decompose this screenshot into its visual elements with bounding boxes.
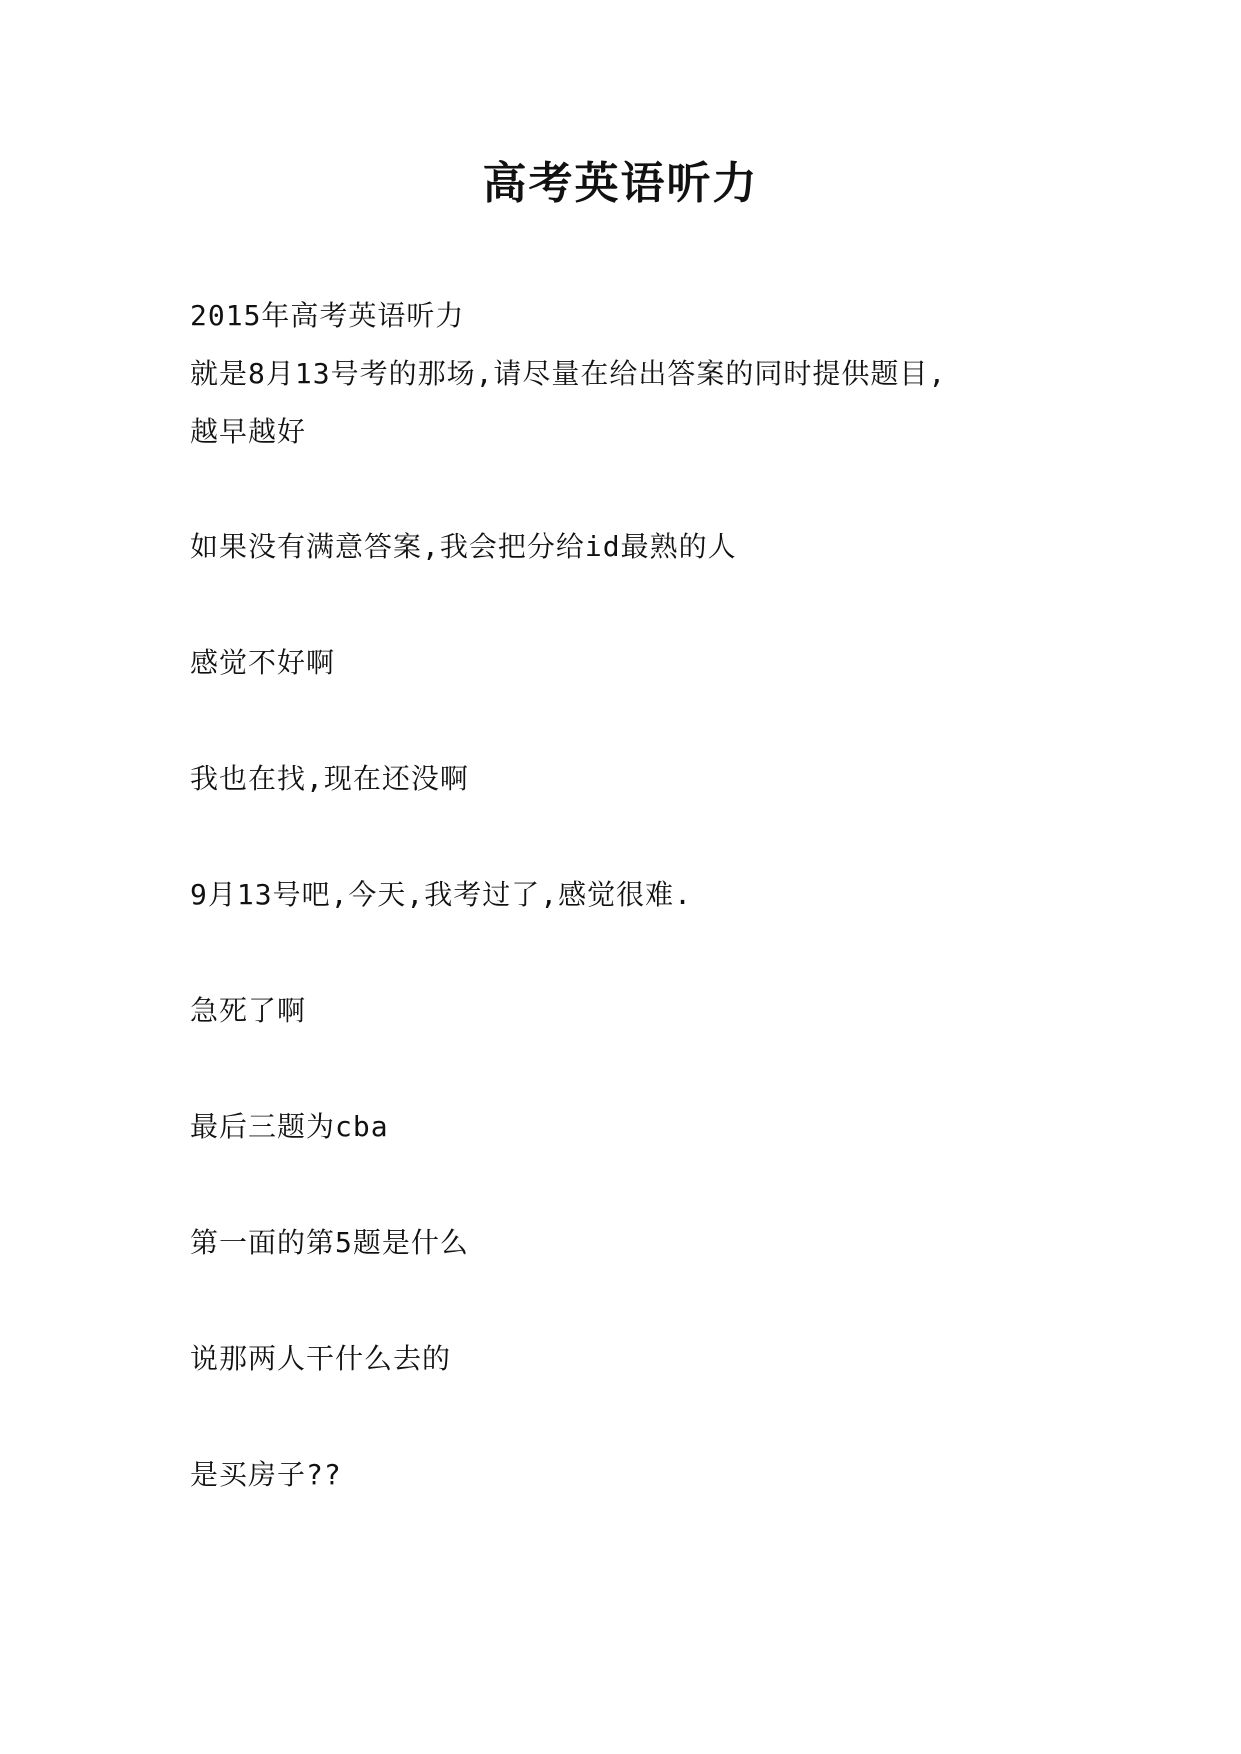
paragraph-reply-3: 我也在找,现在还没啊 xyxy=(190,762,469,795)
paragraph-reply-1: 如果没有满意答案,我会把分给id最熟的人 xyxy=(190,530,737,563)
paragraph-reply-6: 最后三题为cba xyxy=(190,1110,389,1143)
paragraph-intro-line3: 越早越好 xyxy=(190,415,307,448)
paragraph-reply-4: 9月13号吧,今天,我考过了,感觉很难. xyxy=(190,878,693,911)
paragraph-reply-7: 第一面的第5题是什么 xyxy=(190,1226,469,1259)
paragraph-intro-line2: 就是8月13号考的那场,请尽量在给出答案的同时提供题目, xyxy=(190,357,947,390)
paragraph-intro-line1: 2015年高考英语听力 xyxy=(190,299,465,332)
paragraph-reply-5: 急死了啊 xyxy=(190,994,307,1027)
paragraph-reply-9: 是买房子?? xyxy=(190,1458,342,1491)
paragraph-reply-8: 说那两人干什么去的 xyxy=(190,1342,452,1375)
paragraph-reply-2: 感觉不好啊 xyxy=(190,646,336,679)
document-title: 高考英语听力 xyxy=(482,158,759,209)
